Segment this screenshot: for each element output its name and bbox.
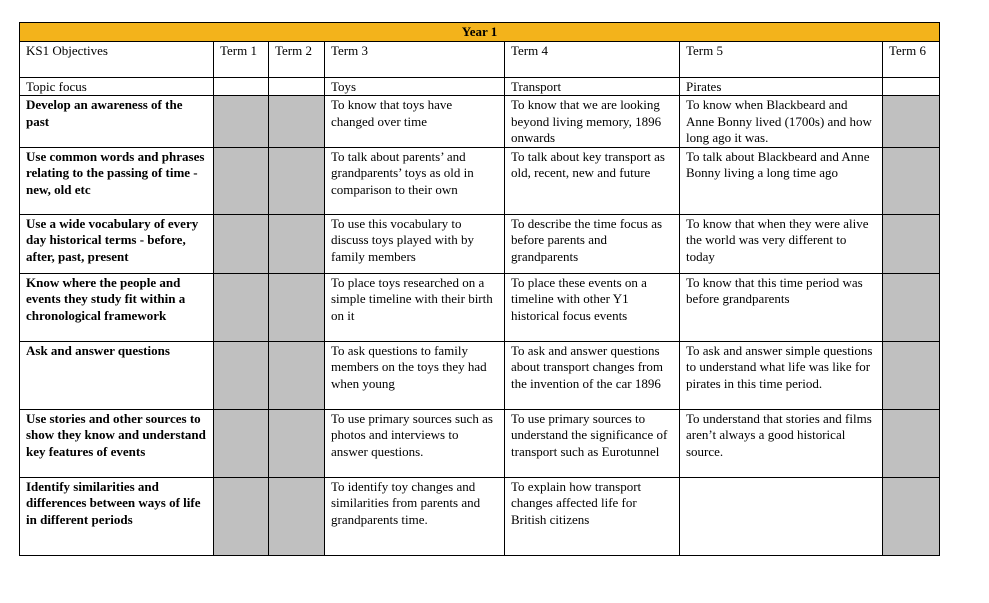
term-5-cell: To understand that stories and films aren’t always a good historical source. [680, 409, 883, 477]
objective-cell: Use a wide vocabulary of every day historical terms - before, after, past, present [20, 214, 214, 273]
year-row [20, 23, 940, 42]
term-6-cell [883, 273, 940, 341]
term-5-cell: To know that this time period was before grandparents [680, 273, 883, 341]
topic-row [20, 77, 940, 96]
topic-term-6 [883, 77, 940, 96]
objective-cell: Identify similarities and differences between ways of life in different periods [20, 477, 214, 555]
table-row [20, 409, 940, 477]
term-1-cell [214, 147, 269, 214]
term-2-cell [269, 477, 325, 555]
term-2-cell [269, 409, 325, 477]
objective-cell: Use common words and phrases relating to the passing of time - new, old etc [20, 147, 214, 214]
topic-label: Topic focus [20, 77, 214, 96]
table-row [20, 273, 940, 341]
term-3-cell: To talk about parents’ and grandparents’ toys as old in comparison to their own [325, 147, 505, 214]
term-4-cell: To know that we are looking beyond living memory, 1896 onwards [505, 96, 680, 148]
term-4-cell: To talk about key transport as old, recent, new and future [505, 147, 680, 214]
header-term-5: Term 5 [680, 41, 883, 77]
topic-term-3: Toys [325, 77, 505, 96]
term-1-cell [214, 477, 269, 555]
term-2-cell [269, 273, 325, 341]
term-4-cell: To place these events on a timeline with other Y1 historical focus events [505, 273, 680, 341]
header-term-2: Term 2 [269, 41, 325, 77]
header-term-6: Term 6 [883, 41, 940, 77]
objective-cell: Ask and answer questions [20, 341, 214, 409]
term-5-cell: To ask and answer simple questions to understand what life was like for pirates in this time period. [680, 341, 883, 409]
term-5-cell [680, 477, 883, 555]
objective-cell: Know where the people and events they study fit within a chronological framework [20, 273, 214, 341]
topic-term-4: Transport [505, 77, 680, 96]
term-1-cell [214, 214, 269, 273]
table-row [20, 477, 940, 555]
term-1-cell [214, 96, 269, 148]
term-3-cell: To ask questions to family members on the toys they had when young [325, 341, 505, 409]
term-6-cell [883, 409, 940, 477]
table-row [20, 147, 940, 214]
topic-term-2 [269, 77, 325, 96]
term-2-cell [269, 96, 325, 148]
term-5-cell: To know that when they were alive the world was very different to today [680, 214, 883, 273]
term-3-cell: To use this vocabulary to discuss toys played with by family members [325, 214, 505, 273]
header-term-3: Term 3 [325, 41, 505, 77]
term-6-cell [883, 96, 940, 148]
header-term-4: Term 4 [505, 41, 680, 77]
curriculum-table [19, 22, 940, 556]
header-term-1: Term 1 [214, 41, 269, 77]
term-6-cell [883, 214, 940, 273]
term-2-cell [269, 214, 325, 273]
topic-term-5: Pirates [680, 77, 883, 96]
table-row [20, 341, 940, 409]
term-3-cell: To identify toy changes and similarities from parents and grandparents time. [325, 477, 505, 555]
table-row [20, 96, 940, 148]
year-title: Year 1 [20, 23, 940, 42]
term-4-cell: To ask and answer questions about transport changes from the invention of the car 1896 [505, 341, 680, 409]
header-row [20, 41, 940, 77]
table-row [20, 214, 940, 273]
term-3-cell: To know that toys have changed over time [325, 96, 505, 148]
term-6-cell [883, 341, 940, 409]
term-1-cell [214, 341, 269, 409]
term-6-cell [883, 477, 940, 555]
term-3-cell: To use primary sources such as photos and interviews to answer questions. [325, 409, 505, 477]
term-4-cell: To explain how transport changes affected life for British citizens [505, 477, 680, 555]
term-1-cell [214, 273, 269, 341]
term-6-cell [883, 147, 940, 214]
term-2-cell [269, 341, 325, 409]
term-1-cell [214, 409, 269, 477]
term-3-cell: To place toys researched on a simple timeline with their birth on it [325, 273, 505, 341]
term-5-cell: To talk about Blackbeard and Anne Bonny living a long time ago [680, 147, 883, 214]
term-4-cell: To use primary sources to understand the significance of transport such as Eurotunnel [505, 409, 680, 477]
header-objectives: KS1 Objectives [20, 41, 214, 77]
term-4-cell: To describe the time focus as before parents and grandparents [505, 214, 680, 273]
term-2-cell [269, 147, 325, 214]
topic-term-1 [214, 77, 269, 96]
term-5-cell: To know when Blackbeard and Anne Bonny lived (1700s) and how long ago it was. [680, 96, 883, 148]
objective-cell: Use stories and other sources to show they know and understand key features of events [20, 409, 214, 477]
objective-cell: Develop an awareness of the past [20, 96, 214, 148]
